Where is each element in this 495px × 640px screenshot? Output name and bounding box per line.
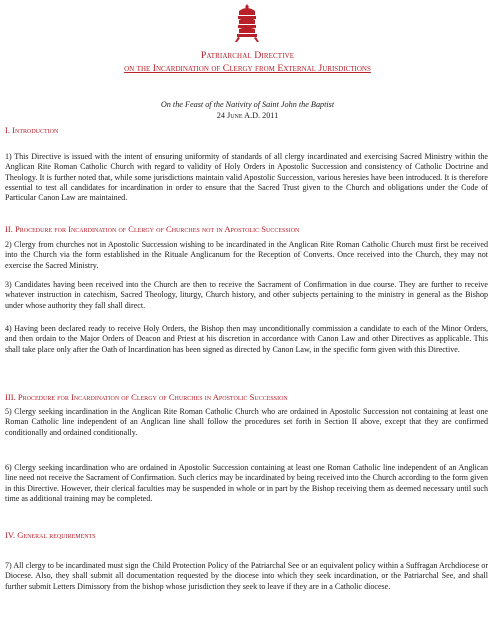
papal-crest-icon xyxy=(230,3,264,43)
date-line: 24 June A.D. 2011 xyxy=(216,111,279,120)
occasion-line: On the Feast of the Nativity of Saint John the Baptist xyxy=(160,100,335,109)
document-subtitle: on the Incardination of Clergy from External Jurisdictions xyxy=(124,63,371,74)
paragraph-1: 1) This Directive is issued with the intent of ensuring uniformity of standards of all clergy incardinated and exercising Sacred Ministry within the Anglican Rite Roman Catholic Church with regard to validity of Holy Orders in Apostolic Succession and consistency of Catholic Doctrine and Theology. It is further noted that, while some jurisdictions maintain valid Apostolic Succession, various heresies have been introduced. It is therefore essential to test all candidates for incardination in order to ensure that the Sacred Trust given to the Church and obligations under the Code of Particular Canon Law are maintained. xyxy=(5,152,488,203)
paragraph-7: 7) All clergy to be incardinated must sign the Child Protection Policy of the Patriarchal See or an equivalent policy within a Suffragan Archdiocese or Diocese. Also, they shall submit all documentation requested by the diocese into which they seek incardination, or the Patriarchal See, and shall further submit Letters Dimissory from the bishop whose jurisdiction they seek to leave if they are in a Catholic diocese. xyxy=(5,561,488,591)
section-heading-introduction: I. Introduction xyxy=(5,125,59,135)
paragraph-3: 3) Candidates having been received into the Church are then to receive the Sacrament of Confirmation in due course. They are further to receive whatever instruction in catechism, Sacred Theology, liturgy, Church history, and other subjects pertaining to the ministry in general as the Bishop under whose authority they fall shall direct. xyxy=(5,280,488,310)
section-heading-procedure-apostolic: III. Procedure for Incardination of Clergy of Churches in Apostolic Succession xyxy=(5,392,288,402)
paragraph-5: 5) Clergy seeking incardination in the Anglican Rite Roman Catholic Church who are ordained in Apostolic Succession not containing at least one Roman Catholic line independent of an Anglican line shall follow the procedures set forth in Section II above, except that they are confirmed conditionally and ordained conditionally. xyxy=(5,407,488,437)
paragraph-2: 2) Clergy from churches not in Apostolic Succession wishing to be incardinated in the Anglican Rite Roman Catholic Church must first be received into the Church via the form established in the Rituale Anglicanum for the Reception of Converts. Once received into the Church, they may not exercise the Sacred Ministry. xyxy=(5,240,488,270)
paragraph-4: 4) Having been declared ready to receive Holy Orders, the Bishop then may unconditionally commission a candidate to each of the Minor Orders, and then ordain to the Major Orders of Deacon and Priest at his discretion in accordance with Canon Law and other Directives as applicable. This shall take place only after the Oath of Incardination has been signed as directed by Canon Law, in the specific form given with this Directive. xyxy=(5,324,488,354)
section-heading-general-requirements: IV. General requirements xyxy=(5,530,96,540)
document-title: Patriarchal Directive xyxy=(200,50,295,61)
section-heading-procedure-non-apostolic: II. Procedure for Incardination of Clergy of Churches not in Apostolic Succession xyxy=(5,224,300,234)
paragraph-6: 6) Clergy seeking incardination who are ordained in Apostolic Succession containing at least one Roman Catholic line independent of an Anglican line need not receive the Sacrament of Confirmation. Such clerics may be incardinated by being received into the Church according to the form given in this Directive. However, their clerical faculties may be suspended in whole or in part by the Bishop receiving them as deemed necessary until such time as additional training may be completed. xyxy=(5,463,488,503)
